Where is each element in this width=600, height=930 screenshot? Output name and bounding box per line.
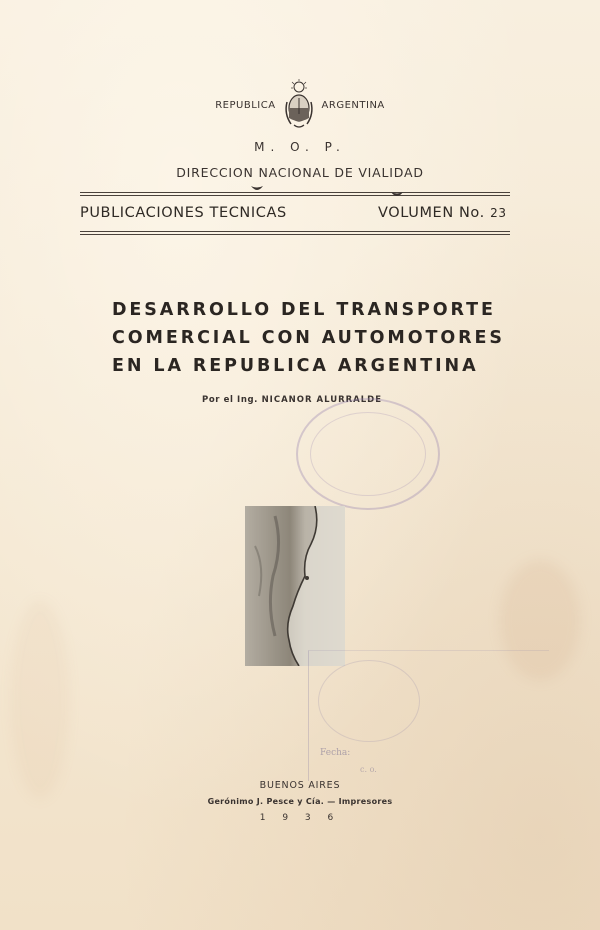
series-name: PUBLICACIONES TECNICAS xyxy=(80,205,287,221)
country-right: ARGENTINA xyxy=(321,99,385,111)
author-name: NICANOR ALURRALDE xyxy=(261,395,383,405)
stamp-date-sub: c. o. xyxy=(360,765,377,774)
paper-stain xyxy=(10,600,70,800)
received-stamp-seal xyxy=(318,660,420,742)
document-title xyxy=(112,296,505,380)
rule-bottom xyxy=(80,231,510,232)
rule-top xyxy=(80,192,510,193)
imprint-city: BUENOS AIRES xyxy=(259,780,341,791)
rule-bottom-2 xyxy=(80,234,510,235)
directorate-name: DIRECCION NACIONAL DE VIALIDAD xyxy=(176,165,424,180)
ornament-icon xyxy=(249,184,265,194)
argentina-map-image xyxy=(245,506,345,666)
volume-number: 23 xyxy=(490,206,507,220)
map-outline-icon xyxy=(245,506,345,666)
title-line-3: EN LA REPUBLICA ARGENTINA xyxy=(112,356,479,376)
author-prefix: Por el Ing. xyxy=(202,395,258,405)
volume-label xyxy=(378,205,507,221)
coat-of-arms-icon xyxy=(282,78,316,132)
volume-text: VOLUMEN No. xyxy=(378,205,485,221)
stamp-date-label: Fecha: xyxy=(320,748,351,758)
title-line-1: DESARROLLO DEL TRANSPORTE xyxy=(112,300,496,320)
title-line-2: COMERCIAL CON AUTOMOTORES xyxy=(112,328,505,348)
country-left: REPUBLICA xyxy=(215,99,276,111)
library-stamp xyxy=(296,398,440,510)
ministry-abbrev: M. O. P. xyxy=(254,140,346,154)
imprint-printer: Gerónimo J. Pesce y Cía. — Impresores xyxy=(207,797,393,806)
rule-top-2 xyxy=(80,195,510,196)
government-header xyxy=(0,78,600,132)
ornament-icon xyxy=(390,190,404,200)
imprint-year: 1 9 3 6 xyxy=(259,813,341,823)
